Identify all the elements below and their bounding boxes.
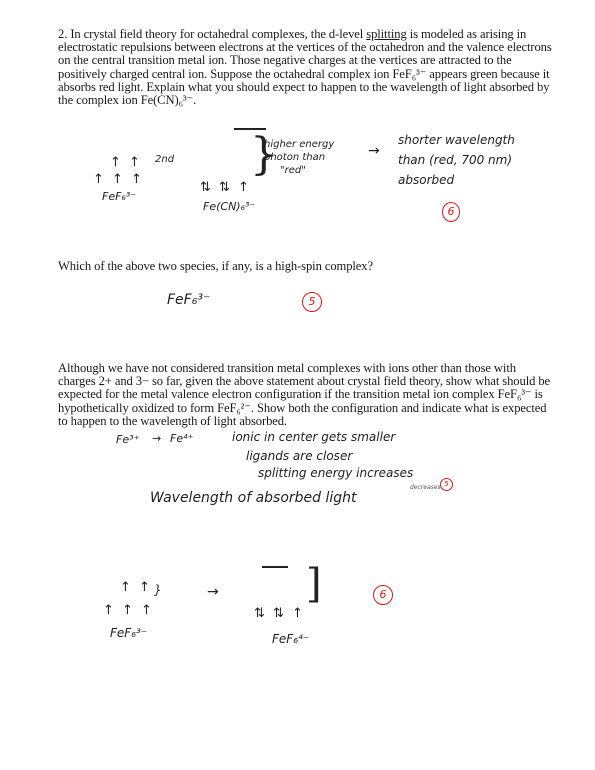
question-lead: In crystal field theory for octahedral complexes, the d-level [70,27,364,41]
score-badge: 6 [442,202,460,222]
energy-note [264,138,334,177]
fef6-label: FeF₆³⁻ [102,190,137,203]
score-badge: 5 [302,292,322,312]
grader-stamp: decreases [410,484,441,491]
brace-icon: ] [306,561,322,607]
question-2-text [58,28,553,107]
brace-icon: } [250,129,278,180]
note-line-1: higher energy [264,139,335,150]
underlined-word: splitting [366,27,407,41]
answer-line-1: shorter wavelength [398,133,515,147]
fef6-eg-electrons: ↑ ↑ [110,155,142,170]
note-line-2: photon than [264,152,326,163]
right-label: FeF₆⁴⁻ [272,632,310,646]
answer-line-3: absorbed [398,173,455,187]
note-4: Wavelength of absorbed light [150,490,357,506]
answer-note [398,130,515,190]
score-badge: 6 [373,585,393,605]
answer-line-2: than (red, 700 nm) [398,153,513,167]
part3-question: Although we have not considered transition metal complexes with ions other than those with charges 2+ and 3− so far, given the above statement about crystal field theory, show what should be expected for the metal valence electron configuration if the transition metal ion complex FeF₆³⁻ is hypothetically oxidized to form FeF₆²⁻. Show both the configuration and indicate what is expected to happen to the wavelength of light absorbed. [58,361,551,428]
note-3: splitting energy increases [258,466,414,480]
cn-label: Fe(CN)₆³⁻ [203,200,256,213]
left-t2g-electrons: ↑ ↑ ↑ [103,603,154,618]
left-label: FeF₆³⁻ [110,626,148,640]
question-number: 2. [58,27,68,41]
ox-arrow-icon: → [152,432,162,445]
note-line-3: "red" [280,165,306,176]
note-1: ionic in center gets smaller [232,430,396,444]
eg-label: 2nd [155,154,175,165]
fef6-t2g-electrons: ↑ ↑ ↑ [93,172,144,187]
ox-to: Fe⁴⁺ [170,432,194,445]
note-2: ligands are closer [246,449,353,463]
question-rest: is modeled as arising in electrostatic repulsions between electrons at the vertices of the octahedron and the valence electrons on the central transition metal ion. Those negative charges at the vertices are attracted to the positively charged central ion. Suppose the octahedral complex ion FeF₆³⁻ appears green because it absorbs red light. Explain what you should expect to happen to the wavelength of light absorbed by the complex ion Fe(CN)₆³⁻. [58,27,552,108]
cn-t2g-electrons: ⇅ ⇅ ↑ [200,180,251,195]
right-t2g-electrons: ⇅ ⇅ ↑ [254,606,305,621]
ox-from: Fe³⁺ [116,433,140,446]
question-mark-icon: } [154,583,162,597]
right-arrow-icon: → [207,584,219,600]
left-eg-electrons: ↑ ↑ [120,580,152,595]
part2-question: Which of the above two species, if any, is a high-spin complex? [58,259,373,273]
stamp-score-badge: 5 [440,478,453,491]
right-arrow-icon: → [368,143,380,159]
right-eg-level-line [262,566,288,568]
part2-answer: FeF₆³⁻ [167,292,211,308]
